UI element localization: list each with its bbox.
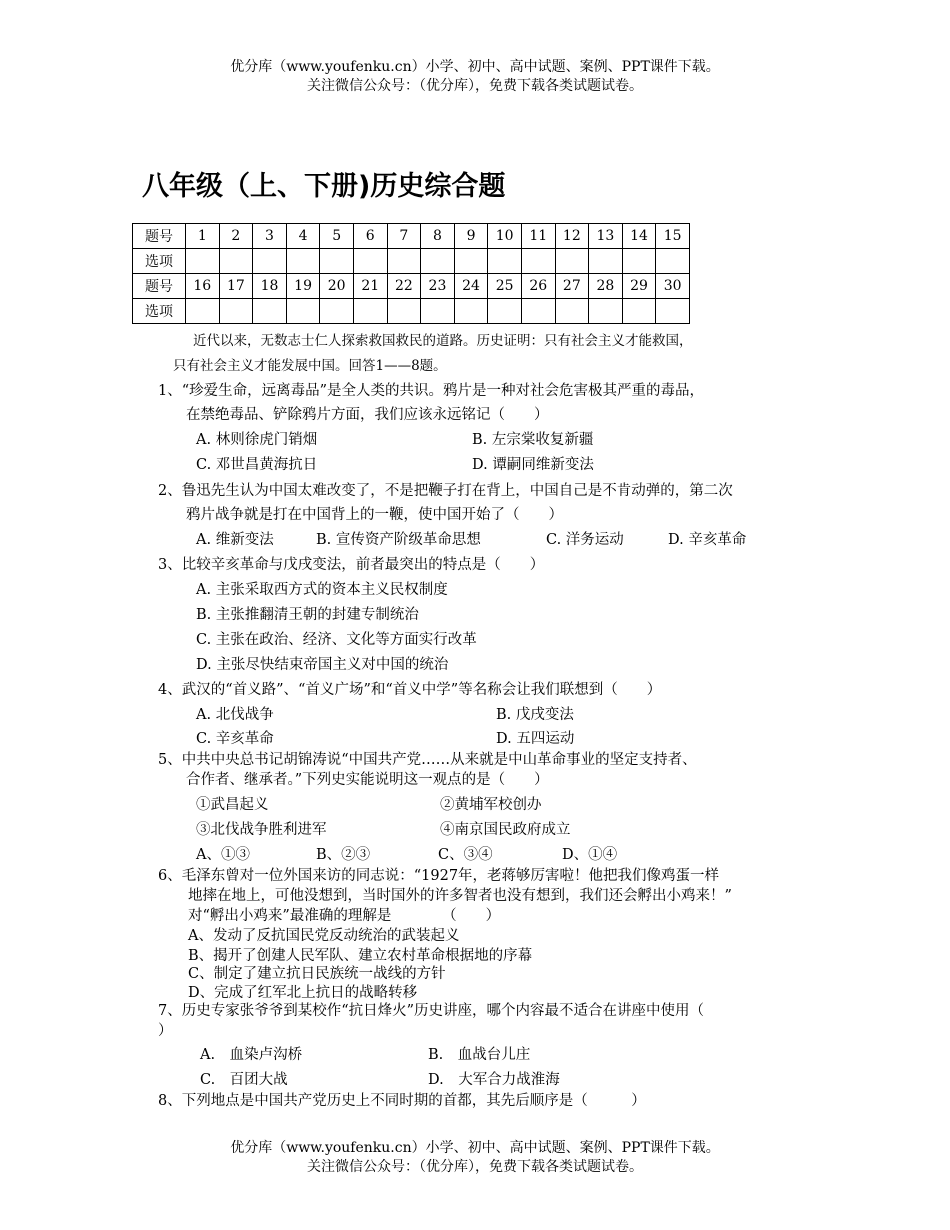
question-number-cell: 15 (656, 224, 690, 249)
answer-cell[interactable] (521, 249, 555, 274)
answer-cell[interactable] (286, 299, 320, 324)
table-row (133, 224, 690, 249)
answer-cell[interactable] (253, 299, 287, 324)
question-number-cell: 22 (387, 274, 421, 299)
row-label: 选项 (133, 249, 186, 274)
answer-cell[interactable] (353, 249, 387, 274)
q5-option-d[interactable]: D、①④ (562, 847, 618, 863)
answer-cell[interactable] (555, 249, 589, 274)
q6-stem: 6、毛泽东曾对一位外国来访的同志说：“1927年，老蒋够厉害啦！他把我们像鸡蛋一样 (158, 868, 720, 884)
q6-option-d[interactable]: D、完成了红军北上抗日的战略转移 (188, 985, 418, 1001)
q1-option-b[interactable]: B. 左宗棠收复新疆 (472, 432, 594, 448)
q1-option-c[interactable]: C. 邓世昌黄海抗日 (196, 457, 318, 473)
question-number-cell: 9 (454, 224, 488, 249)
table-row (133, 249, 690, 274)
q5-stem: 5、中共中央总书记胡锦涛说“中国共产党……从来就是中山革命事业的坚定支持者、 (158, 752, 697, 768)
answer-cell[interactable] (353, 299, 387, 324)
q1-option-a[interactable]: A. 林则徐虎门销烟 (196, 432, 318, 448)
answer-cell[interactable] (555, 299, 589, 324)
answer-cell[interactable] (387, 249, 421, 274)
q1-stem: 1、“珍爱生命，远离毒品”是全人类的共识。鸦片是一种对社会危害极其严重的毒品， (158, 383, 705, 399)
question-number-cell: 28 (589, 274, 623, 299)
intro-line-1: 近代以来，无数志士仁人探索救国救民的道路。历史证明：只有社会主义才能救国， (193, 333, 693, 349)
q5-item-4: ④南京国民政府成立 (440, 822, 571, 838)
question-number-cell: 2 (219, 224, 253, 249)
q6-option-a[interactable]: A、发动了反抗国民党反动统治的武装起义 (188, 928, 460, 944)
page-footer (0, 1139, 950, 1177)
q7-stem-cont: ） (158, 1023, 173, 1039)
q2-option-d[interactable]: D. 辛亥革命 (668, 532, 747, 548)
answer-cell[interactable] (253, 249, 287, 274)
answer-cell[interactable] (219, 299, 253, 324)
question-number-cell: 26 (521, 274, 555, 299)
q6-stem-cont-2: 对“孵出小鸡来”最准确的理解是 （ ） (188, 908, 501, 924)
question-number-cell: 8 (421, 224, 455, 249)
question-number-cell: 5 (320, 224, 354, 249)
q5-item-1: ①武昌起义 (196, 797, 269, 813)
q7-option-a[interactable]: A. 血染卢沟桥 (200, 1047, 303, 1063)
q3-option-a[interactable]: A. 主张采取西方式的资本主义民权制度 (196, 582, 448, 598)
question-number-cell: 23 (421, 274, 455, 299)
answer-cell[interactable] (656, 249, 690, 274)
answer-cell[interactable] (186, 299, 220, 324)
answer-cell[interactable] (488, 299, 522, 324)
q7-option-b[interactable]: B. 血战台儿庄 (428, 1047, 531, 1063)
question-number-cell: 14 (622, 224, 656, 249)
question-number-cell: 20 (320, 274, 354, 299)
q1-option-d[interactable]: D. 谭嗣同维新变法 (472, 457, 594, 473)
answer-cell[interactable] (488, 249, 522, 274)
answer-cell[interactable] (320, 299, 354, 324)
q4-option-d[interactable]: D. 五四运动 (496, 731, 575, 747)
q6-option-b[interactable]: B、揭开了创建人民军队、建立农村革命根据地的序幕 (188, 948, 533, 964)
question-number-cell: 12 (555, 224, 589, 249)
answer-cell[interactable] (622, 299, 656, 324)
answer-cell[interactable] (286, 249, 320, 274)
answer-cell[interactable] (454, 249, 488, 274)
question-number-cell: 29 (622, 274, 656, 299)
q2-option-b[interactable]: B. 宣传资产阶级革命思想 (316, 532, 481, 548)
answer-cell[interactable] (421, 299, 455, 324)
question-number-cell: 30 (656, 274, 690, 299)
question-number-cell: 1 (186, 224, 220, 249)
answer-cell[interactable] (622, 249, 656, 274)
question-number-cell: 4 (286, 224, 320, 249)
header-line-2: 关注微信公众号：（优分库），免费下载各类试题试卷。 (307, 78, 643, 94)
q7-stem: 7、历史专家张爷爷到某校作“抗日烽火”历史讲座，哪个内容最不适合在讲座中使用（ (158, 1003, 705, 1019)
question-number-cell: 3 (253, 224, 287, 249)
q5-item-2: ②黄埔军校创办 (440, 797, 542, 813)
answer-cell[interactable] (421, 249, 455, 274)
q3-stem: 3、比较辛亥革命与戊戌变法，前者最突出的特点是（ ） (158, 557, 545, 573)
q6-stem-cont-1: 地摔在地上，可他没想到，当时国外的许多智者也没有想到，我们还会孵出小鸡来！” (188, 888, 732, 904)
table-row (133, 274, 690, 299)
q2-option-a[interactable]: A. 维新变法 (196, 532, 274, 548)
question-number-cell: 25 (488, 274, 522, 299)
q5-item-3: ③北伐战争胜利进军 (196, 822, 327, 838)
q7-option-d[interactable]: D. 大军合力战淮海 (428, 1072, 560, 1088)
answer-cell[interactable] (186, 249, 220, 274)
q3-option-c[interactable]: C. 主张在政治、经济、文化等方面实行改革 (196, 632, 477, 648)
footer-line-1: 优分库（www.youfenku.cn）小学、初中、高中试题、案例、PPT课件下载。 (230, 1140, 720, 1156)
question-number-cell: 13 (589, 224, 623, 249)
q2-stem: 2、鲁迅先生认为中国太难改变了，不是把鞭子打在背上，中国自己是不肯动弹的，第二次 (158, 483, 733, 499)
q5-option-b[interactable]: B、②③ (316, 847, 371, 863)
question-number-cell: 27 (555, 274, 589, 299)
row-label: 选项 (133, 299, 186, 324)
q5-stem-cont: 合作者、继承者。”下列史实能说明这一观点的是（ ） (186, 772, 549, 788)
q2-stem-cont: 鸦片战争就是打在中国背上的一鞭，使中国开始了（ ） (186, 507, 563, 523)
question-number-cell: 18 (253, 274, 287, 299)
question-number-cell: 7 (387, 224, 421, 249)
question-number-cell: 11 (521, 224, 555, 249)
table-row (133, 299, 690, 324)
q1-stem-cont: 在禁绝毒品、铲除鸦片方面，我们应该永远铭记（ ） (186, 407, 549, 423)
q4-option-b[interactable]: B. 戊戌变法 (496, 707, 574, 723)
question-number-cell: 10 (488, 224, 522, 249)
question-number-cell: 16 (186, 274, 220, 299)
q8-stem: 8、下列地点是中国共产党历史上不同时期的首都，其先后顺序是（ ） (158, 1093, 646, 1109)
q5-option-c[interactable]: C、③④ (438, 847, 493, 863)
answer-cell[interactable] (589, 249, 623, 274)
answer-cell[interactable] (521, 299, 555, 324)
question-number-cell: 24 (454, 274, 488, 299)
q6-option-c[interactable]: C、制定了建立抗日民族统一战线的方针 (188, 966, 446, 982)
answer-cell[interactable] (320, 249, 354, 274)
q4-option-a[interactable]: A. 北伐战争 (196, 707, 274, 723)
page-title: 八年级（上、下册)历史综合题 (142, 171, 506, 202)
answer-cell[interactable] (589, 299, 623, 324)
row-label: 题号 (133, 224, 186, 249)
intro-line-2: 只有社会主义才能发展中国。回答1——8题。 (173, 358, 447, 374)
answer-cell[interactable] (656, 299, 690, 324)
q3-option-d[interactable]: D. 主张尽快结束帝国主义对中国的统治 (196, 657, 449, 673)
header-line-1: 优分库（www.youfenku.cn）小学、初中、高中试题、案例、PPT课件下载。 (230, 59, 720, 75)
page-header (0, 58, 950, 96)
row-label: 题号 (133, 274, 186, 299)
answer-cell[interactable] (387, 299, 421, 324)
answer-table (132, 223, 690, 324)
answer-cell[interactable] (219, 249, 253, 274)
question-number-cell: 19 (286, 274, 320, 299)
question-number-cell: 6 (353, 224, 387, 249)
q7-option-c[interactable]: C. 百团大战 (200, 1072, 288, 1088)
footer-line-2: 关注微信公众号：（优分库），免费下载各类试题试卷。 (307, 1159, 643, 1175)
q4-stem: 4、武汉的“首义路”、“首义广场”和“首义中学”等名称会让我们联想到（ ） (158, 682, 662, 698)
q3-option-b[interactable]: B. 主张推翻清王朝的封建专制统治 (196, 607, 419, 623)
q5-option-a[interactable]: A、①③ (196, 847, 250, 863)
answer-cell[interactable] (454, 299, 488, 324)
question-number-cell: 17 (219, 274, 253, 299)
question-number-cell: 21 (353, 274, 387, 299)
q4-option-c[interactable]: C. 辛亥革命 (196, 731, 274, 747)
q2-option-c[interactable]: C. 洋务运动 (546, 532, 624, 548)
